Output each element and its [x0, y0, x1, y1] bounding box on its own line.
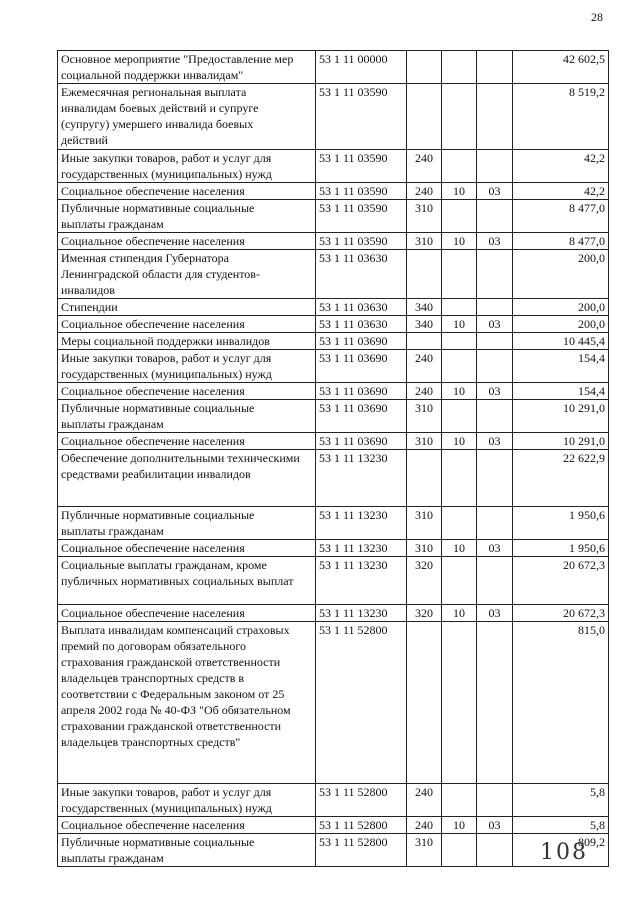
cell-pr — [477, 834, 513, 867]
cell-name: Основное мероприятие "Предоставление мер социальной поддержки инвалидам" — [58, 51, 316, 84]
cell-vr: 240 — [407, 350, 442, 383]
cell-vr: 240 — [407, 784, 442, 817]
budget-table — [57, 50, 609, 867]
cell-name: Публичные нормативные социальные выплаты гражданам — [58, 834, 316, 867]
cell-csr: 53 1 11 03690 — [316, 400, 407, 433]
cell-pr — [477, 51, 513, 84]
cell-vr — [407, 333, 442, 350]
cell-name: Социальное обеспечение населения — [58, 433, 316, 450]
cell-vr: 310 — [407, 834, 442, 867]
cell-name: Социальное обеспечение населения — [58, 817, 316, 834]
cell-name: Социальное обеспечение населения — [58, 183, 316, 200]
cell-name: Публичные нормативные социальные выплаты гражданам — [58, 400, 316, 433]
cell-vr: 320 — [407, 605, 442, 622]
cell-csr: 53 1 11 03690 — [316, 350, 407, 383]
cell-amount: 200,0 — [513, 299, 609, 316]
cell-csr: 53 1 11 03590 — [316, 233, 407, 250]
cell-name: Иные закупки товаров, работ и услуг для государственных (муниципальных) нужд — [58, 150, 316, 183]
cell-name: Публичные нормативные социальные выплаты гражданам — [58, 200, 316, 233]
cell-rz — [442, 333, 477, 350]
cell-rz — [442, 507, 477, 540]
table-row — [58, 51, 609, 84]
cell-pr: 03 — [477, 540, 513, 557]
table-row — [58, 450, 609, 507]
cell-amount: 5,8 — [513, 784, 609, 817]
table-row — [58, 400, 609, 433]
cell-vr: 320 — [407, 557, 442, 605]
cell-vr: 240 — [407, 817, 442, 834]
cell-rz — [442, 200, 477, 233]
cell-csr: 53 1 11 13230 — [316, 605, 407, 622]
cell-pr — [477, 400, 513, 433]
cell-pr — [477, 557, 513, 605]
cell-csr: 53 1 11 03590 — [316, 200, 407, 233]
table-row — [58, 333, 609, 350]
cell-amount: 20 672,3 — [513, 605, 609, 622]
cell-vr — [407, 84, 442, 150]
cell-csr: 53 1 11 03590 — [316, 84, 407, 150]
cell-vr: 340 — [407, 299, 442, 316]
cell-name: Ежемесячная региональная выплата инвалидам боевых действий и супруге (супругу) умершего инвалида боевых действий — [58, 84, 316, 150]
table-row — [58, 507, 609, 540]
cell-vr: 310 — [407, 507, 442, 540]
cell-pr — [477, 299, 513, 316]
table-row — [58, 316, 609, 333]
cell-vr: 310 — [407, 540, 442, 557]
table-row — [58, 233, 609, 250]
cell-name: Социальное обеспечение населения — [58, 383, 316, 400]
table-row — [58, 817, 609, 834]
cell-pr: 03 — [477, 433, 513, 450]
page-number: 28 — [591, 10, 603, 24]
cell-pr: 03 — [477, 383, 513, 400]
cell-rz — [442, 350, 477, 383]
cell-rz — [442, 622, 477, 784]
cell-amount: 8 477,0 — [513, 233, 609, 250]
cell-amount: 154,4 — [513, 350, 609, 383]
table-row — [58, 183, 609, 200]
cell-rz — [442, 150, 477, 183]
cell-rz — [442, 250, 477, 299]
cell-rz — [442, 299, 477, 316]
table-row — [58, 433, 609, 450]
cell-name: Социальное обеспечение населения — [58, 233, 316, 250]
cell-amount: 200,0 — [513, 316, 609, 333]
cell-rz — [442, 450, 477, 507]
cell-amount: 10 445,4 — [513, 333, 609, 350]
cell-name: Стипендии — [58, 299, 316, 316]
table-row — [58, 150, 609, 183]
cell-csr: 53 1 11 03690 — [316, 333, 407, 350]
cell-amount: 10 291,0 — [513, 433, 609, 450]
cell-name: Обеспечение дополнительными техническими средствами реабилитации инвалидов — [58, 450, 316, 507]
table-row — [58, 250, 609, 299]
cell-amount: 42,2 — [513, 150, 609, 183]
cell-rz: 10 — [442, 183, 477, 200]
cell-amount: 154,4 — [513, 383, 609, 400]
table-row — [58, 540, 609, 557]
table-row — [58, 605, 609, 622]
cell-vr: 310 — [407, 400, 442, 433]
cell-rz: 10 — [442, 433, 477, 450]
cell-amount: 5,8 — [513, 817, 609, 834]
cell-csr: 53 1 11 03630 — [316, 250, 407, 299]
cell-rz — [442, 834, 477, 867]
cell-pr — [477, 622, 513, 784]
cell-pr — [477, 200, 513, 233]
table-row — [58, 200, 609, 233]
cell-csr: 53 1 11 52800 — [316, 817, 407, 834]
cell-pr — [477, 150, 513, 183]
cell-vr: 240 — [407, 183, 442, 200]
cell-csr: 53 1 11 13230 — [316, 507, 407, 540]
cell-pr: 03 — [477, 233, 513, 250]
cell-amount: 8 519,2 — [513, 84, 609, 150]
cell-amount: 10 291,0 — [513, 400, 609, 433]
cell-name: Социальные выплаты гражданам, кроме публичных нормативных социальных выплат — [58, 557, 316, 605]
table-row — [58, 383, 609, 400]
cell-pr — [477, 250, 513, 299]
cell-vr: 310 — [407, 233, 442, 250]
cell-amount: 42 602,5 — [513, 51, 609, 84]
cell-pr — [477, 333, 513, 350]
cell-csr: 53 1 11 52800 — [316, 784, 407, 817]
cell-csr: 53 1 11 52800 — [316, 622, 407, 784]
cell-rz: 10 — [442, 316, 477, 333]
cell-name: Социальное обеспечение населения — [58, 316, 316, 333]
cell-rz: 10 — [442, 817, 477, 834]
cell-pr: 03 — [477, 817, 513, 834]
cell-pr — [477, 450, 513, 507]
cell-csr: 53 1 11 13230 — [316, 450, 407, 507]
cell-amount: 1 950,6 — [513, 540, 609, 557]
table-row — [58, 784, 609, 817]
cell-csr: 53 1 11 03690 — [316, 383, 407, 400]
table-row — [58, 834, 609, 867]
cell-amount: 815,0 — [513, 622, 609, 784]
cell-amount: 42,2 — [513, 183, 609, 200]
cell-pr — [477, 84, 513, 150]
cell-pr — [477, 350, 513, 383]
cell-amount: 20 672,3 — [513, 557, 609, 605]
cell-csr: 53 1 11 13230 — [316, 540, 407, 557]
cell-name: Социальное обеспечение населения — [58, 605, 316, 622]
cell-pr — [477, 784, 513, 817]
table-row — [58, 557, 609, 605]
cell-csr: 53 1 11 52800 — [316, 834, 407, 867]
cell-vr: 240 — [407, 150, 442, 183]
cell-vr: 310 — [407, 433, 442, 450]
cell-amount: 1 950,6 — [513, 507, 609, 540]
cell-rz: 10 — [442, 540, 477, 557]
cell-csr: 53 1 11 00000 — [316, 51, 407, 84]
cell-rz: 10 — [442, 233, 477, 250]
table-row — [58, 350, 609, 383]
cell-csr: 53 1 11 03690 — [316, 433, 407, 450]
cell-csr: 53 1 11 03590 — [316, 150, 407, 183]
cell-rz — [442, 400, 477, 433]
cell-rz: 10 — [442, 383, 477, 400]
cell-vr — [407, 450, 442, 507]
cell-rz — [442, 84, 477, 150]
cell-name: Иные закупки товаров, работ и услуг для государственных (муниципальных) нужд — [58, 350, 316, 383]
cell-rz: 10 — [442, 605, 477, 622]
cell-pr: 03 — [477, 605, 513, 622]
table-row — [58, 84, 609, 150]
cell-rz — [442, 784, 477, 817]
table-row — [58, 299, 609, 316]
cell-rz — [442, 557, 477, 605]
cell-vr: 340 — [407, 316, 442, 333]
cell-pr — [477, 507, 513, 540]
cell-name: Меры социальной поддержки инвалидов — [58, 333, 316, 350]
cell-csr: 53 1 11 13230 — [316, 557, 407, 605]
cell-amount: 22 622,9 — [513, 450, 609, 507]
cell-csr: 53 1 11 03590 — [316, 183, 407, 200]
cell-vr — [407, 250, 442, 299]
cell-name: Именная стипендия Губернатора Ленинградской области для студентов- инвалидов — [58, 250, 316, 299]
cell-csr: 53 1 11 03630 — [316, 316, 407, 333]
handwritten-page-stamp: 108 — [540, 840, 588, 865]
table-row — [58, 622, 609, 784]
cell-rz — [442, 51, 477, 84]
cell-pr: 03 — [477, 316, 513, 333]
cell-name: Иные закупки товаров, работ и услуг для государственных (муниципальных) нужд — [58, 784, 316, 817]
cell-vr — [407, 622, 442, 784]
cell-name: Социальное обеспечение населения — [58, 540, 316, 557]
cell-amount: 8 477,0 — [513, 200, 609, 233]
cell-pr: 03 — [477, 183, 513, 200]
cell-vr: 240 — [407, 383, 442, 400]
cell-amount: 809,2 — [513, 834, 609, 867]
cell-amount: 200,0 — [513, 250, 609, 299]
budget-table-body — [58, 51, 609, 867]
cell-name: Выплата инвалидам компенсаций страховых премий по договорам обязательного страхования гражданской ответственности владельцев транспортных средств в соответствии с Федеральным законом от 25 апреля 2002 года № 40-ФЗ "Об обязательном страховании гражданской ответственности владельцев транспортных средств" — [58, 622, 316, 784]
cell-name: Публичные нормативные социальные выплаты гражданам — [58, 507, 316, 540]
cell-vr: 310 — [407, 200, 442, 233]
cell-vr — [407, 51, 442, 84]
cell-csr: 53 1 11 03630 — [316, 299, 407, 316]
